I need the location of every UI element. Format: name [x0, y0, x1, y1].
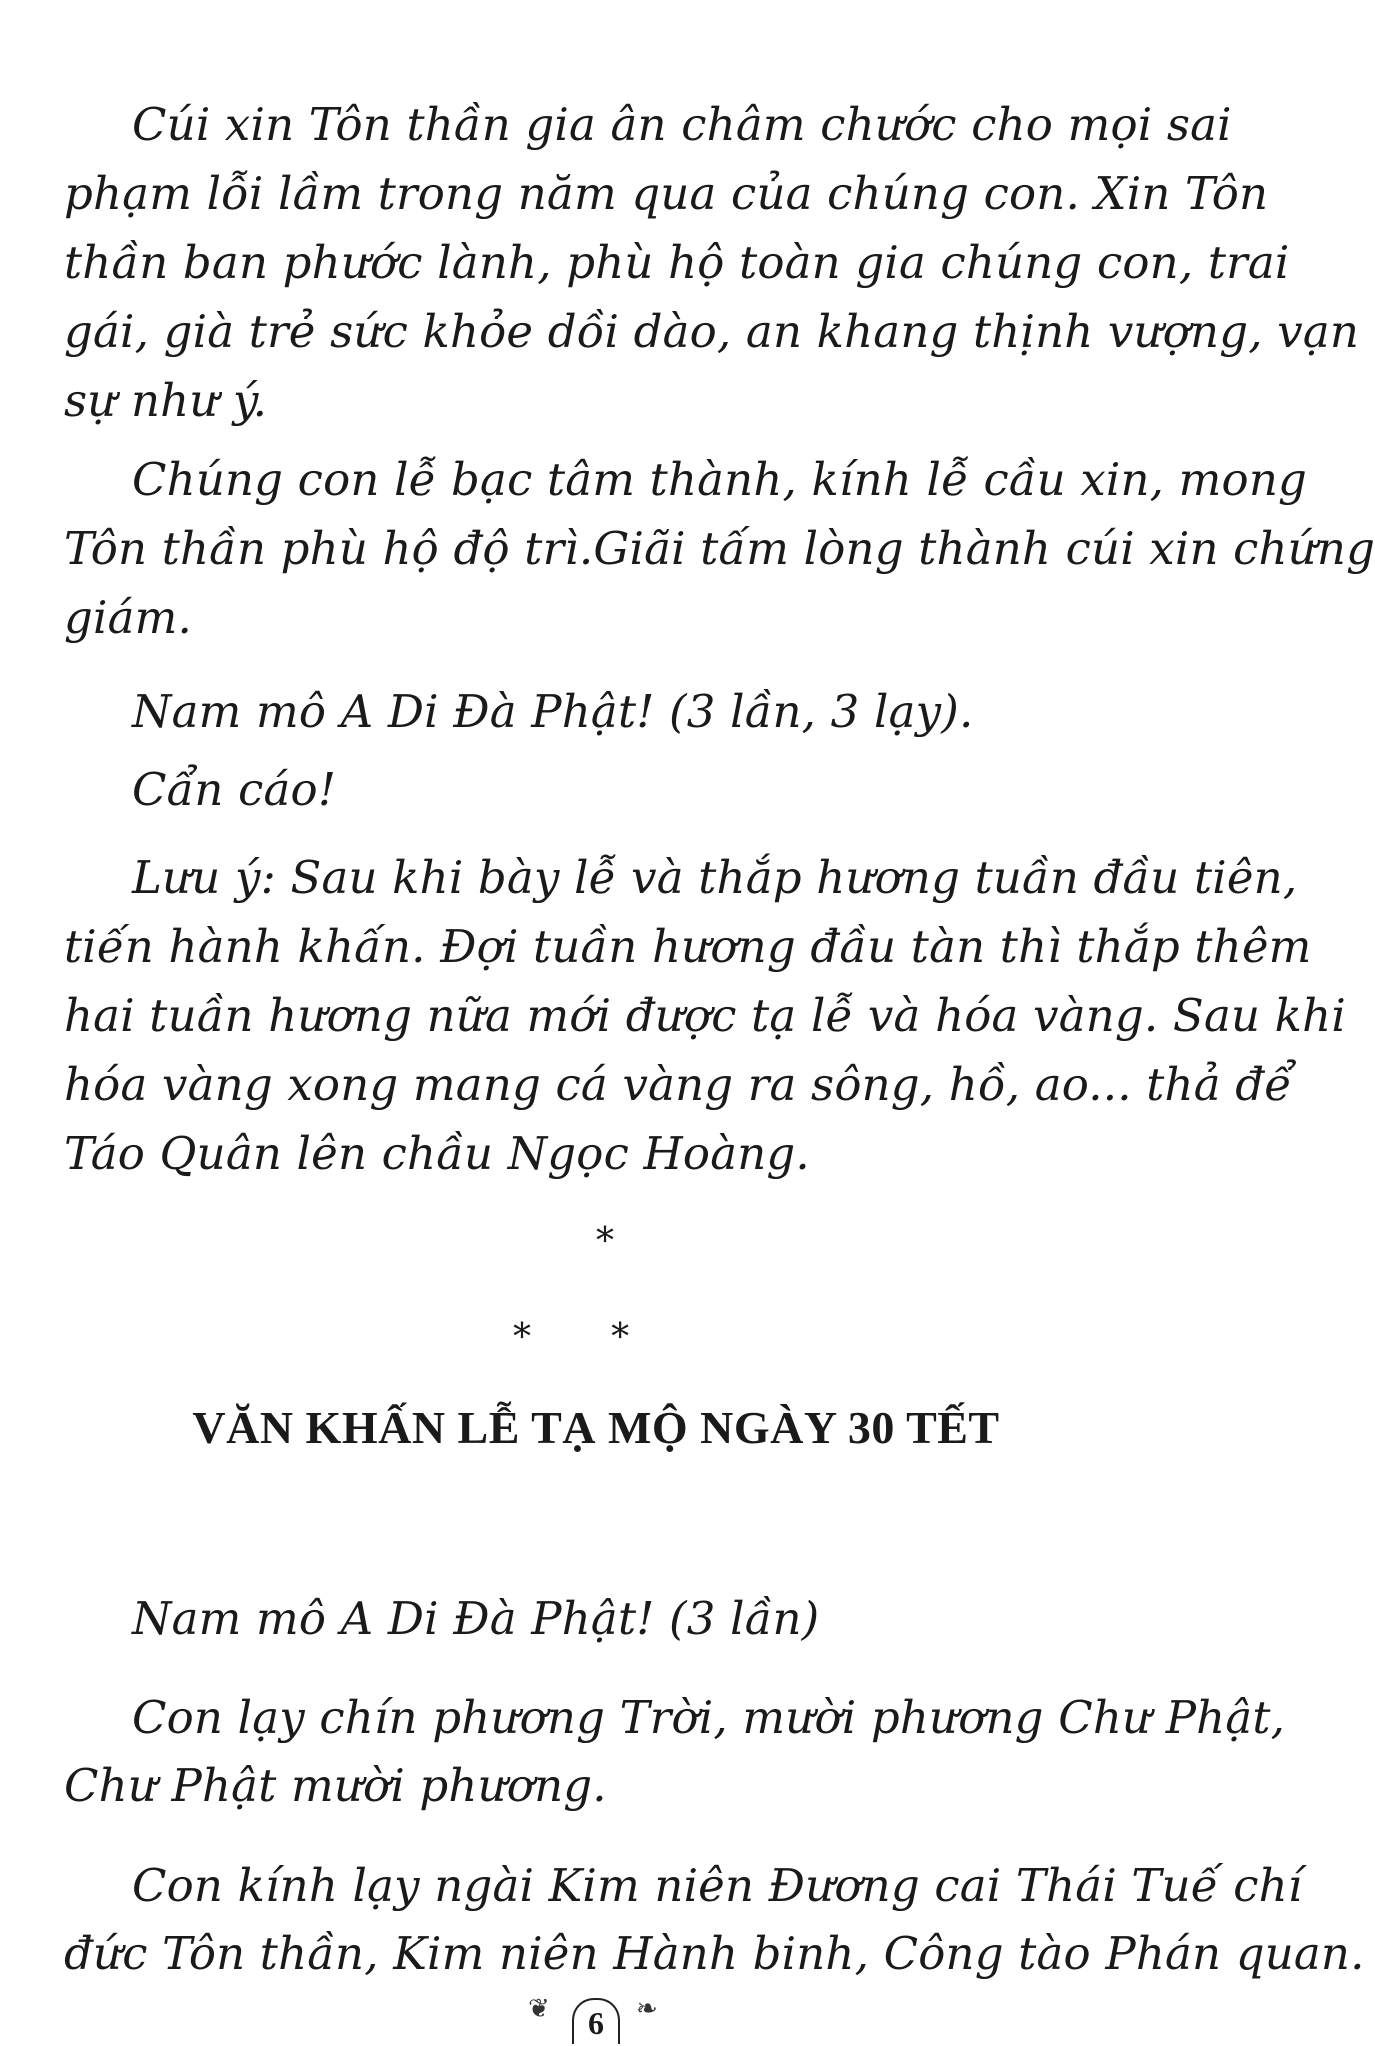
invocation: Nam mô A Di Đà Phật! (3 lần, 3 lạy).: [132, 685, 974, 738]
note-line: Lưu ý: Sau khi bày lễ và thắp hương tuần đầu tiên,: [132, 851, 1298, 904]
separator-star-top: *: [596, 1221, 614, 1262]
invocation: Nam mô A Di Đà Phật! (3 lần): [132, 1592, 820, 1645]
text-line: đức Tôn thần, Kim niên Hành binh, Công tào Phán quan.: [64, 1927, 1365, 1980]
flourish-left-icon: ❦: [528, 1994, 550, 2024]
section-title: VĂN KHẤN LỄ TẠ MỘ NGÀY 30 TẾT: [192, 1402, 1000, 1453]
page-number-value: 6: [572, 1998, 620, 2044]
closing-line: Cẩn cáo!: [132, 763, 337, 816]
note-line: tiến hành khấn. Đợi tuần hương đầu tàn thì thắp thêm: [64, 920, 1312, 973]
flourish-right-icon: ❧: [636, 1994, 658, 2024]
text-line: Con kính lạy ngài Kim niên Đương cai Thái Tuế chí: [132, 1859, 1303, 1912]
separator-stars-bottom: * *: [513, 1317, 630, 1358]
text-line: Cúi xin Tôn thần gia ân châm chước cho mọi sai: [132, 98, 1232, 151]
text-line: thần ban phước lành, phù hộ toàn gia chúng con, trai: [64, 236, 1290, 289]
note-line: hóa vàng xong mang cá vàng ra sông, hồ, ao... thả để: [64, 1058, 1293, 1111]
text-line: Con lạy chín phương Trời, mười phương Chư Phật,: [132, 1691, 1286, 1744]
page-number: [560, 1990, 632, 2041]
text-line: Chư Phật mười phương.: [64, 1759, 607, 1812]
text-line: giám.: [64, 591, 193, 644]
note-line: Táo Quân lên chầu Ngọc Hoàng.: [64, 1127, 810, 1180]
note-line: hai tuần hương nữa mới được tạ lễ và hóa vàng. Sau khi: [64, 989, 1346, 1042]
text-line: sự như ý.: [64, 374, 268, 427]
text-line: Chúng con lễ bạc tâm thành, kính lễ cầu xin, mong: [132, 453, 1308, 506]
text-line: gái, già trẻ sức khỏe dồi dào, an khang thịnh vượng, vạn: [64, 305, 1360, 358]
text-line: phạm lỗi lầm trong năm qua của chúng con. Xin Tôn: [64, 167, 1269, 220]
text-line: Tôn thần phù hộ độ trì.Giãi tấm lòng thành cúi xin chứng: [64, 522, 1375, 575]
